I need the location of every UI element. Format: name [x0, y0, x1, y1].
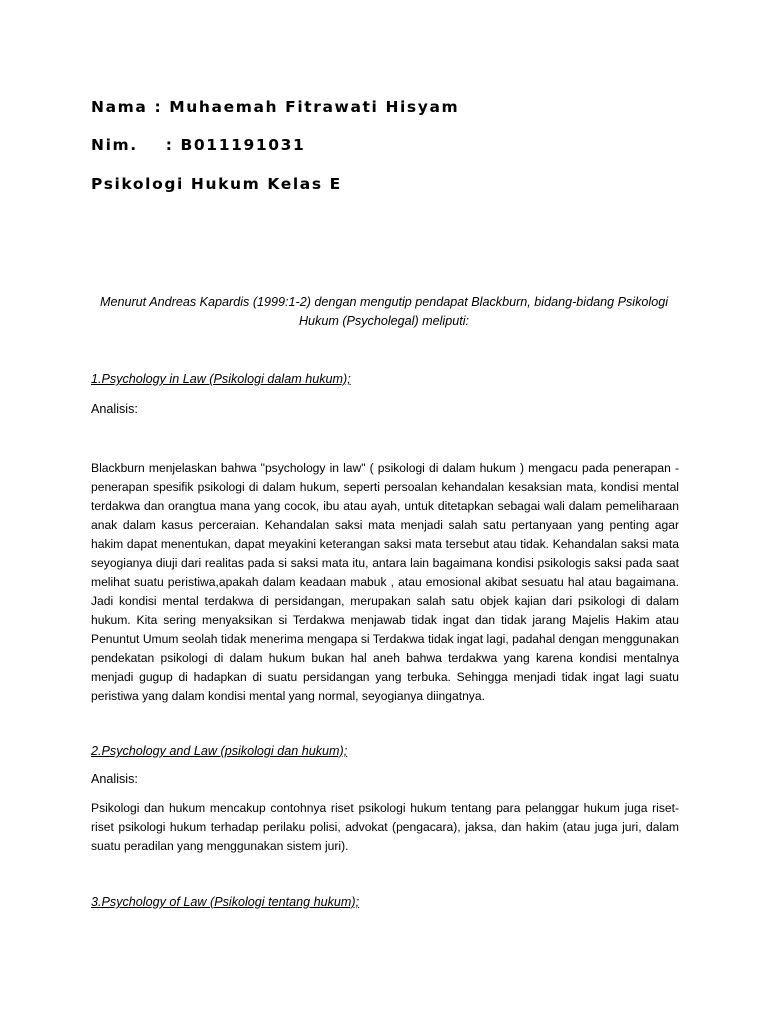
section-3-title: 3.Psychology of Law (Psikologi tentang hukum);	[91, 895, 360, 909]
intro-paragraph: Menurut Andreas Kapardis (1999:1-2) dengan mengutip pendapat Blackburn, bidang-bidang Psikologi Hukum (Psycholegal) meliputi:	[99, 295, 669, 328]
section-2-analysis-label: Analisis:	[91, 772, 138, 786]
student-name-line: Nama : Muhaemah Fitrawati Hisyam	[91, 98, 460, 116]
section-2-title: 2.Psychology and Law (psikologi dan hukum);	[91, 744, 348, 758]
section-1-analysis-label: Analisis:	[91, 402, 138, 416]
section-1-body: Blackburn menjelaskan bahwa "psychology in law" ( psikologi di dalam hukum ) mengacu pada penerapan - penerapan spesifik psikologi di dalam hukum, seperti persoalan kehandalan kesaksian mata, kondisi mental terdakwa dan orangtua mana yang cocok, ibu atau ayah, untuk ditetapkan sebagai wali dalam pemeliharaan anak dalam kasus perceraian. Kehandalan saksi mata menjadi salah satu pertanyaan yang penting agar hakim dapat menentukan, dapat meyakini keterangan saksi mata tersebut atau tidak. Kehandalan saksi mata seyogianya diuji dari realitas pada si saksi mata itu, antara lain bagaimana kondisi psikologis saksi pada saat melihat suatu peristiwa,apakah dalam keadaan mabuk , atau emosional akibat sesuatu hal atau bagaimana. Jadi kondisi mental terdakwa di persidangan, merupakan salah satu objek kajian dari psikologi di dalam hukum. Kita sering menyaksikan si Terdakwa menjawab tidak ingat dan tidak jarang Majelis Hakim atau Penuntut Umum seolah tidak menerima mengapa si Terdakwa tidak ingat lagi, padahal dengan menggunakan pendekatan psikologi di dalam hukum bukan hal aneh bahwa terdakwa yang karena kondisi mentalnya menjadi gugup di hadapkan di suatu persidangan yang terbuka. Sehingga menjadi tidak ingat lagi suatu peristiwa yang dalam kondisi mental yang normal, seyogianya diingatnya.	[91, 461, 679, 703]
student-nim-line: Nim. : B011191031	[91, 136, 306, 154]
section-2-body: Psikologi dan hukum mencakup contohnya riset psikologi hukum tentang para pelanggar hukum juga riset-riset psikologi hukum terhadap perilaku polisi, advokat (pengacara), jaksa, dan hakim (atau juga juri, dalam suatu peradilan yang menggunakan sistem juri).	[91, 801, 679, 853]
course-line: Psikologi Hukum Kelas E	[91, 175, 342, 193]
section-1-title: 1.Psychology in Law (Psikologi dalam hukum);	[91, 372, 351, 386]
